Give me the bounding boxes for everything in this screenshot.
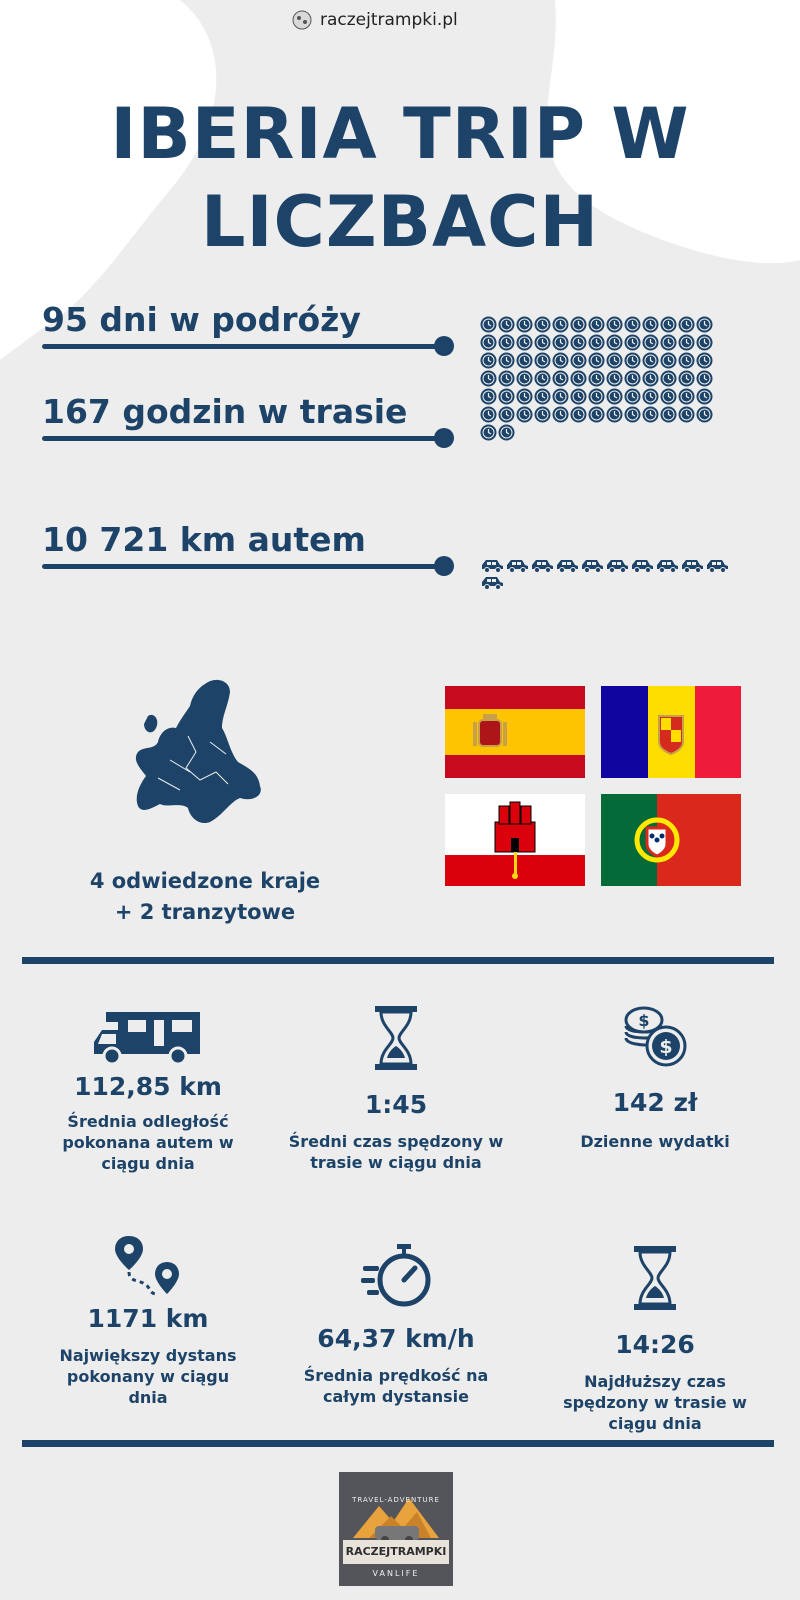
clock-icon [570,334,587,351]
europe-map-icon [130,676,275,831]
spain-flag [445,686,585,778]
clock-icon [552,334,569,351]
clock-icon [624,388,641,405]
clock-icon [624,352,641,369]
clock-icon [516,388,533,405]
clock-icon [678,316,695,333]
svg-text:$: $ [638,1011,650,1030]
clock-icon [606,334,623,351]
clock-icon [480,334,497,351]
countries-visited: 4 odwiedzone kraje [89,869,321,893]
clock-icon [642,406,659,423]
metric-max-distance [28,1236,268,1408]
clock-icon [696,370,713,387]
car-icon [480,558,504,574]
clock-icon [606,388,623,405]
hours-line [42,436,437,441]
clock-icon [660,388,677,405]
clock-icon [588,334,605,351]
clock-icon [624,370,641,387]
clock-icon [696,406,713,423]
title-line-2: LICZBACH [200,181,600,263]
clock-icon [534,316,551,333]
logo-top-text: TRAVEL-ADVENTURE [352,1496,440,1504]
days-stat-label: 95 dni w podróży [42,300,361,339]
clock-icon [624,316,641,333]
clock-icon [588,406,605,423]
clock-icon [696,316,713,333]
clock-icon [480,316,497,333]
metric-max-time [535,1246,775,1434]
metric-daily-spend [535,1006,775,1152]
metric-value: 112,85 km [74,1072,222,1101]
clock-icon [516,334,533,351]
clock-icon [606,406,623,423]
metric-description: Średnia odległość pokonana autem w ciągu dnia [62,1112,234,1173]
metric-avg-speed [276,1244,516,1407]
clock-icon [480,370,497,387]
clock-icon [660,334,677,351]
car-icon [630,558,654,574]
clock-icon [588,352,605,369]
car-icon [530,558,554,574]
clock-icon [498,370,515,387]
clock-icon [570,388,587,405]
clock-icon [588,370,605,387]
clock-icon [498,316,515,333]
title-line-1: IBERIA TRIP W [110,93,690,175]
clock-icon [660,352,677,369]
clock-icon [624,406,641,423]
clock-icon [552,370,569,387]
clock-icon [570,370,587,387]
car-icon [555,558,579,574]
clock-icon [606,316,623,333]
car-icon [505,558,529,574]
car-icon [480,575,504,591]
clock-icon [552,316,569,333]
clock-icon [552,406,569,423]
days-line-dot [434,336,454,356]
clock-icon [678,334,695,351]
hourglass-icon [632,1246,678,1310]
metric-value: 1:45 [364,1090,428,1119]
clock-icon [606,352,623,369]
clock-icon [498,406,515,423]
logo-name-text: RACZEJTRAMPKI [345,1545,447,1558]
clock-icon [480,406,497,423]
clock-icon [696,352,713,369]
clock-icon [624,334,641,351]
section-divider-2 [22,1440,774,1447]
gibraltar-flag [445,794,585,886]
clock-icon [516,406,533,423]
clock-icon [606,370,623,387]
clock-icon [678,370,695,387]
car-icon [680,558,704,574]
clock-icon [588,388,605,405]
clock-icon [588,316,605,333]
clock-icon [642,352,659,369]
clock-icon [678,388,695,405]
clock-icon [570,352,587,369]
clock-icon [498,388,515,405]
hours-stat-label: 167 godzin w trasie [42,392,408,431]
countries-caption [80,866,330,928]
distance-line [42,564,437,569]
clock-icon [534,370,551,387]
clock-icon [642,370,659,387]
clock-icon [516,370,533,387]
clock-icon [696,334,713,351]
distance-line-dot [434,556,454,576]
car-icon [705,558,729,574]
clock-icon [660,370,677,387]
days-line [42,344,437,349]
countries-transit: + 2 tranzytowe [114,900,296,924]
brand-header[interactable] [292,10,458,30]
brand-logo-icon [292,10,312,30]
raczejtrampki-logo[interactable] [339,1472,453,1586]
logo-bottom-text: VANLIFE [372,1569,420,1578]
metric-value: 1171 km [87,1304,209,1333]
andorra-flag [601,686,741,778]
car-icon [655,558,679,574]
metric-description: Średni czas spędzony w trasie w ciągu dnia [288,1132,504,1172]
clock-icon [678,406,695,423]
clock-icon [534,334,551,351]
clock-icon [552,388,569,405]
clock-icon [642,388,659,405]
metric-description: Dzienne wydatki [580,1132,730,1151]
metric-value: 64,37 km/h [317,1324,475,1353]
hourglass-icon [373,1006,419,1070]
clock-icon [660,406,677,423]
hours-line-dot [434,428,454,448]
clock-icon [516,316,533,333]
clock-icon [480,424,497,441]
stopwatch-speed-icon [361,1244,431,1308]
clock-icon [498,352,515,369]
car-icon-grid [480,558,730,591]
svg-text:$: $ [659,1036,673,1058]
clock-icon [534,388,551,405]
clock-icon [678,352,695,369]
camper-van-icon [88,1004,208,1068]
clock-icon [480,352,497,369]
clock-icon [570,316,587,333]
metric-avg-distance [28,1004,268,1174]
metric-value: 142 zł [612,1088,698,1117]
car-icon [580,558,604,574]
clock-icon [660,316,677,333]
section-divider-1 [22,957,774,964]
clock-icon [642,334,659,351]
portugal-flag [601,794,741,886]
coins-icon [622,1006,688,1068]
clock-icon-grid [480,316,728,441]
brand-site-name: raczejtrampki.pl [320,10,458,30]
clock-icon [696,388,713,405]
clock-icon [480,388,497,405]
clock-icon [498,334,515,351]
metric-description: Największy dystans pokonany w ciągu dnia [59,1346,237,1407]
metric-value: 14:26 [615,1330,695,1359]
clock-icon [516,352,533,369]
route-pin-icon [113,1236,183,1300]
clock-icon [570,406,587,423]
car-icon [605,558,629,574]
clock-icon [534,406,551,423]
page-title [0,90,800,266]
clock-icon [534,352,551,369]
metric-description: Najdłuższy czas spędzony w trasie w ciągu dnia [563,1372,747,1433]
clock-icon [498,424,515,441]
clock-icon [552,352,569,369]
metric-description: Średnia prędkość na całym dystansie [303,1366,489,1406]
metric-avg-time [276,1006,516,1173]
distance-stat-label: 10 721 km autem [42,520,366,559]
clock-icon [642,316,659,333]
